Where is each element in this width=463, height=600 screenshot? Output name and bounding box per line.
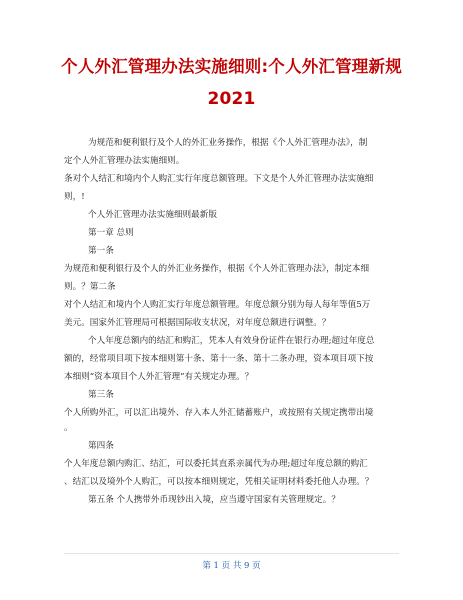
paragraph-line: 本细则“资本项目个人外汇管理”有关规定办理。？ [64, 372, 254, 382]
paragraph-line: 第五条 个人携带外币现钞出入境，应当遵守国家有关管理规定。？ [88, 495, 340, 505]
article-heading: 第四条 [88, 441, 114, 451]
paragraph-line: 条对个人结汇和境内个人购汇实行年度总额管理。下文是个人外汇管理办法实施细 [64, 174, 374, 184]
paragraph-line: 美元。国家外汇管理局可根据国际收支状况，对年度总额进行调整。？ [64, 318, 331, 328]
paragraph-line: 额的，经常项目项下按本细则第十条、第十一条、第十二条办理，资本项目项下按 [64, 354, 374, 364]
paragraph-line: 定个人外汇管理办法实施细则。 [64, 156, 185, 166]
article-heading: 第三条 [88, 390, 114, 400]
paragraph-line: 。 [64, 423, 73, 433]
chapter-heading: 第一章 总则 [88, 228, 134, 238]
article-heading: 第一条 [88, 246, 114, 256]
footer-divider [64, 553, 399, 554]
paragraph-line: 为规范和便利银行及个人的外汇业务操作，根据《个人外汇管理办法》，制 [88, 138, 368, 148]
page-number: 第 1 页 共 9 页 [202, 561, 261, 571]
paragraph-line: 则，! [64, 192, 85, 202]
document-title-line-2: 2021 [207, 89, 256, 109]
paragraph-line: 则。？第二条 [64, 282, 116, 292]
document-title-line-1: 个人外汇管理办法实施细则:个人外汇管理新规 [61, 57, 402, 76]
paragraph-line: 个人年度总额内购汇、结汇，可以委托其直系亲属代为办理;超过年度总额的购汇 [64, 459, 368, 469]
paragraph-line: 个人所购外汇，可以汇出境外、存入本人外汇储蓄账户，或按照有关规定携带出境 [64, 408, 374, 418]
paragraph-line: 、结汇以及境外个人购汇，可以按本细则规定，凭相关证明材料委托他人办理。？ [64, 477, 374, 487]
paragraph-line: 对个人结汇和境内个人购汇实行年度总额管理。年度总额分别为每人每年等值5万 [64, 300, 371, 310]
paragraph-line: 为规范和便利银行及个人的外汇业务操作，根据《个人外汇管理办法》，制定本细 [64, 264, 370, 274]
section-heading: 个人外汇管理办法实施细则最新版 [88, 210, 217, 220]
paragraph-line: 个人年度总额内的结汇和购汇，凭本人有效身份证件在银行办理;超过年度总 [88, 336, 375, 346]
